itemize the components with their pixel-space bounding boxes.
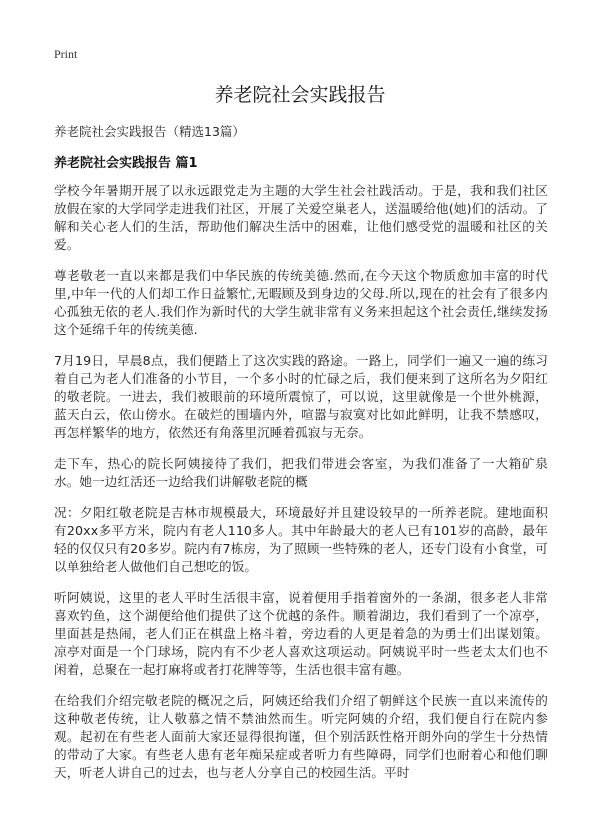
paragraph: 学校今年暑期开展了以永远跟党走为主题的大学生社会社践活动。于是，我和我们社区放假在家的大学同学走进我们社区，开展了关爱空巢老人，送温暖给他(她)们的活动。了解和关心老人们的生活，帮助他们解决生活中的困难，让他们感受党的温暖和社区的关爱。: [54, 183, 548, 252]
paragraph: 尊老敬老一直以来都是我们中华民族的传统美德.然而,在今天这个物质愈加丰富的时代里,中年一代的人们却工作日益繁忙,无暇顾及到身边的父母.所以,现在的社会有了很多内心孤独无依的老人.我们作为新时代的大学生就非常有义务来担起这个社会责任,继续发扬这个延绵千年的传统美德.: [54, 268, 548, 337]
paragraph: 在给我们介绍完敬老院的概况之后，阿姨还给我们介绍了朝鲜这个民族一直以来流传的这种敬老传统，让人敬慕之情不禁油然而生。听完阿姨的介绍，我们便自行在院内参观。起初在有些老人面前大家还显得很拘谨，但个别活跃性格开朗外向的学生十分热情的带动了大家。有些老人患有老年痴呆症或者听力有些障碍，同学们也耐着心和他们聊天，听老人讲自己的过去，也与老人分享自己的校园生活。平时: [54, 693, 548, 780]
paragraph: 听阿姨说，这里的老人平时生活很丰富，说着便用手指着窗外的一条湖，很多老人非常喜欢钓鱼，这个湖便给他们提供了这个优越的条件。顺着湖边，我们看到了一个凉亭，里面甚是热闹，老人们正在棋盘上格斗着，旁边看的人更是着急的为勇士们出谋划策。凉亭对面是一个门球场，院内有不少老人喜欢这项运动。阿姨说平时一些老太太们也不闲着，总聚在一起打麻将或者打花牌等等，生活也很丰富有趣。: [54, 590, 548, 677]
paragraph: 走下车，热心的院长阿姨接待了我们，把我们带进会客室，为我们准备了一大箱矿泉水。她一边红活还一边给我们讲解敬老院的概: [54, 456, 548, 489]
document-subtitle: 养老院社会实践报告（精选13篇）: [54, 124, 245, 139]
section-heading: 养老院社会实践报告 篇1: [54, 156, 198, 171]
paragraph: 7月19日，早晨8点，我们便踏上了这次实践的路途。一路上，同学们一遍又一遍的练习着自己为老人们准备的小节目，一个多小时的忙碌之后，我们便来到了这所名为夕阳红的敬老院。一进去，我们被眼前的环境所震惊了，可以说，这里就像是一个世外桃源，蓝天白云，依山傍水。在破烂的围墙内外，喧嚣与寂寞对比如此鲜明，让我不禁感叹，再怎样繁华的地方，依然还有角落里沉睡着孤寂与无奈。: [54, 353, 548, 440]
print-link[interactable]: Print: [54, 47, 78, 61]
page-title: 养老院社会实践报告: [214, 84, 386, 106]
article-body: [54, 182, 548, 795]
paragraph: 况：夕阳红敬老院是吉林市规模最大，环境最好并且建设较早的一所养老院。建地面积有20xx多平方米，院内有老人110多人。其中年龄最大的老人已有101岁的高龄，最年轻的仅仅只有20多岁。院内有7栋房，为了照顾一些特殊的老人，还专门设有小食堂，可以单独给老人做他们自己想吃的饭。: [54, 505, 549, 574]
